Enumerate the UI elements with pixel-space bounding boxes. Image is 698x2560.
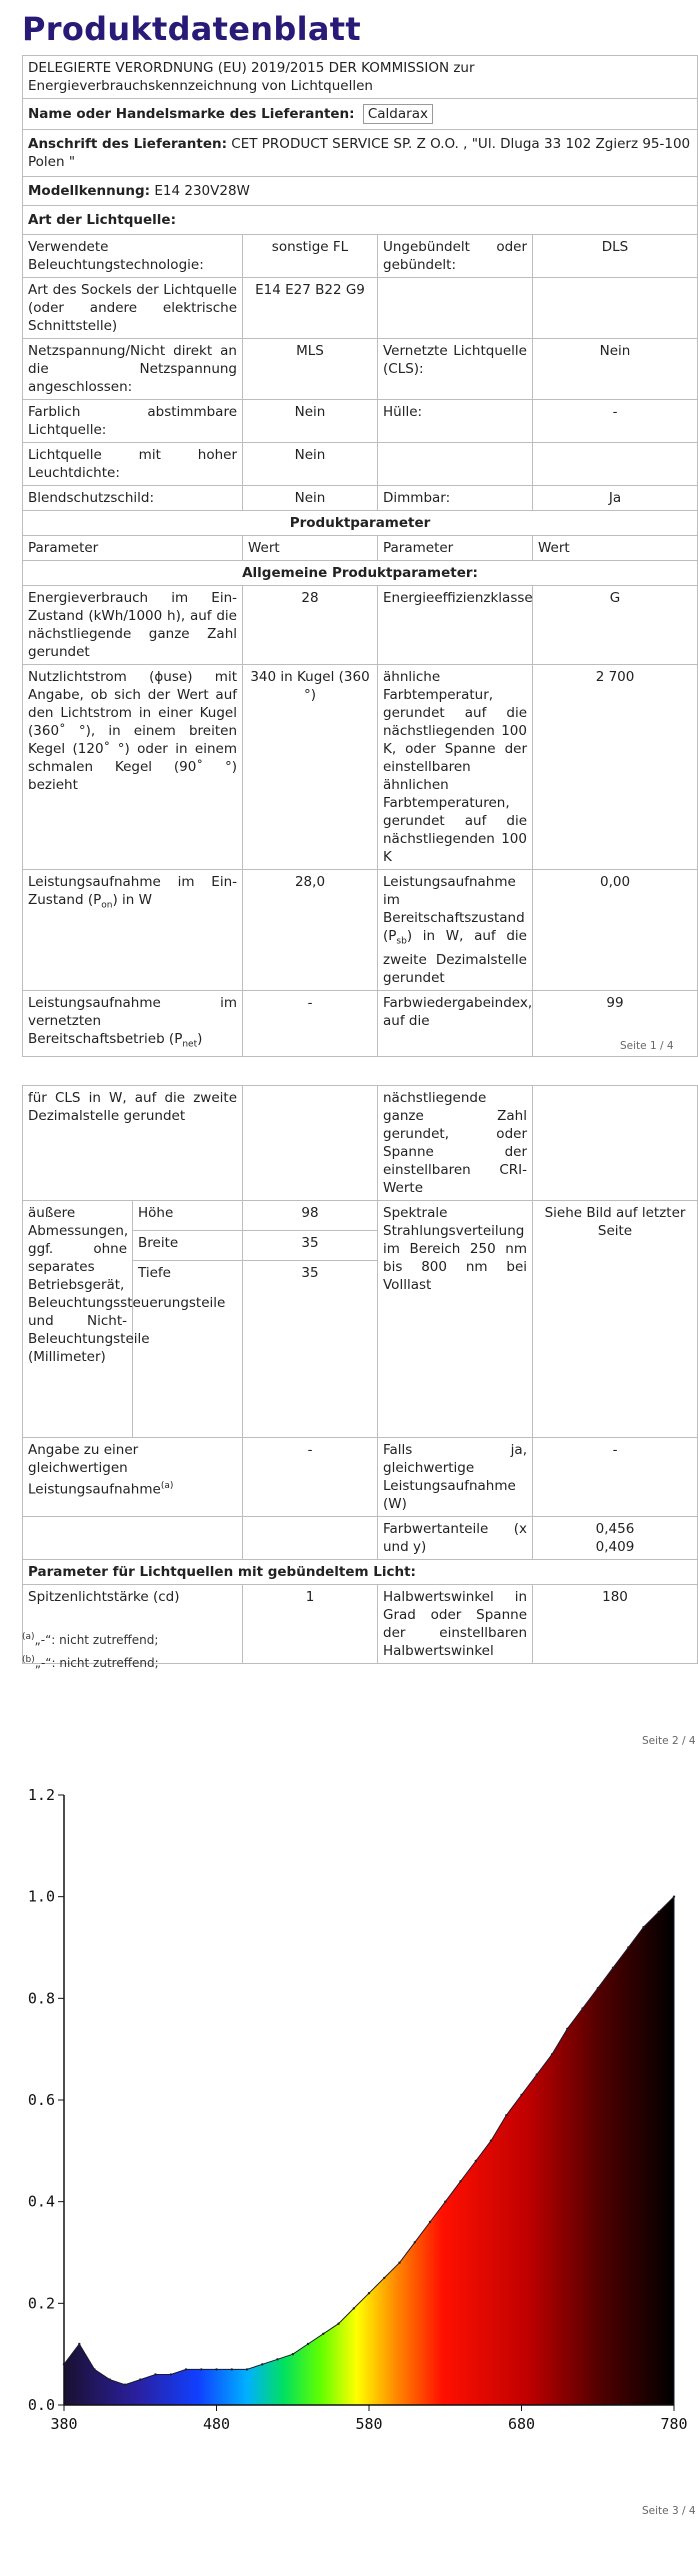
y-tick-label: 1.2 [27,1786,55,1804]
table-cell-value: - [533,400,698,443]
data-point [353,2307,355,2309]
regulation-text: DELEGIERTE VERORDNUNG (EU) 2019/2015 DER KOMMISSION zur Energieverbrauchskennzeichnung von Lichtquellen [23,56,698,99]
data-point [292,2353,294,2355]
table-cell-value: Nein [243,443,378,486]
supplier-address-value: CET PRODUCT SERVICE SP. Z O.O. , "Ul. Dluga 33 102 Zgierz 95-100 Polen " [28,136,691,170]
data-point [322,2333,324,2335]
data-point [337,2323,339,2325]
table-cell-value: 99 [533,990,698,1057]
table-cell-label: Nutzlichtstrom (ϕuse) mit Angabe, ob sich der Wert auf den Lichtstrom in einer Kugel (360˚ °), in einem breiten Kegel (120˚ °) oder in einem schmalen Kegel (90˚ °) bezieht [23,665,243,870]
data-point [109,2378,111,2380]
table-cell-label: Lichtquelle mit hoher Leuchtdichte: [23,443,243,486]
data-point [154,2373,156,2375]
pon-sub: on [101,900,113,911]
data-point [475,2160,477,2162]
table-cell-label: Ungebündelt oder gebündelt: [378,235,533,278]
footnote [22,1632,158,1647]
chroma-x: 0,456 [595,1521,635,1537]
directional-heading: Parameter für Lichtquellen mit gebündeltem Licht: [23,1560,698,1585]
data-point [414,2241,416,2243]
page-number: Seite 1 / 4 [620,1040,674,1052]
spectral-label: Spektrale Strahlungsverteilung im Bereich 250 nm bis 800 nm bei Volllast [378,1201,533,1438]
spectrum-chart-frame [14,1770,688,2470]
model-row [23,177,698,206]
product-datasheet-page2 [22,1085,698,1664]
table-cell-value: 28,0 [243,870,378,991]
table-cell-label: Spitzenlichtstärke (cd) [23,1585,243,1664]
data-point [566,2028,568,2030]
y-tick-label: 1.0 [27,1887,55,1906]
data-point [124,2384,126,2386]
model-value: E14 230V28W [154,183,250,199]
table-cell-value: E14 E27 B22 G9 [243,278,378,339]
table-cell-label [23,1438,243,1517]
data-point [231,2368,233,2370]
data-point [93,2368,95,2370]
table-cell-value [533,443,698,486]
height-value: 98 [243,1201,378,1231]
data-point [520,2094,522,2096]
psb-label-a: Leistungsaufnahme im Bereitschaftszustand (P [383,874,525,944]
y-tick-label: 0.4 [27,2192,55,2211]
footnote-mark: (b) [22,1655,35,1665]
footnote-mark: (a) [22,1632,35,1642]
data-point [642,1926,644,1928]
y-tick-label: 0.6 [27,2091,55,2109]
product-params-heading: Produktparameter [23,511,698,536]
table-cell-label: Blendschutzschild: [23,486,243,511]
footnote-text: „-“: nicht zutreffend; [34,1656,159,1670]
table-cell-value: 0,00 [533,870,698,991]
pon-label-b: ) in W [112,892,152,908]
table-cell-value: 2 700 [533,665,698,870]
width-value: 35 [243,1231,378,1261]
table-cell-value [533,1086,698,1201]
table-cell-value [243,1517,378,1560]
table-cell-value: 340 in Kugel (360 °) [243,665,378,870]
table-cell-value: - [243,1438,378,1517]
data-point [429,2221,431,2223]
width-label: Breite [133,1231,243,1261]
dimensions-label: äußere Abmessungen, ggf. ohne separates Betriebsgerät, Beleuchtungssteuerungsteile und Nicht-Beleuchtungsteile (Millimeter) [23,1201,133,1438]
table-cell-label: nächstliegende ganze Zahl gerundet, oder Spanne der einstellbaren CRI-Werte [378,1086,533,1201]
data-point [170,2373,172,2375]
product-datasheet-page1 [22,55,698,1057]
table-cell-label: Art des Sockels der Lichtquelle (oder andere elektrische Schnittstelle) [23,278,243,339]
table-cell-label: Verwendete Beleuchtungstechnologie: [23,235,243,278]
table-cell-value: - [533,1438,698,1517]
data-point [78,2343,80,2345]
column-header: Parameter [378,536,533,561]
data-point [673,1896,675,1898]
x-tick-label: 780 [660,2415,688,2433]
table-cell-value: Nein [533,339,698,400]
psb-label-b: ) in W, auf die zweite Dezimalstelle gerundet [383,928,527,986]
depth-label: Tiefe [133,1261,243,1438]
model-label: Modellkennung: [28,183,151,199]
page-title: Produktdatenblatt [22,10,361,48]
table-cell-label [378,870,533,991]
data-point [490,2140,492,2142]
supplier-name-label: Name oder Handelsmarke des Lieferanten: [28,106,355,122]
column-header: Wert [533,536,698,561]
data-point [536,2073,538,2075]
table-cell-value: Ja [533,486,698,511]
data-point [139,2378,141,2380]
pnet-label-b: ) [197,1030,203,1047]
depth-value: 35 [243,1261,378,1438]
y-tick-label: 0.0 [27,2396,55,2414]
data-point [200,2368,202,2370]
height-label: Höhe [133,1201,243,1231]
data-point [307,2343,309,2345]
supplier-address-label: Anschrift des Lieferanten: [28,136,227,152]
column-header: Wert [243,536,378,561]
data-point [459,2180,461,2182]
page-number: Seite 2 / 4 [642,1735,696,1747]
data-point [444,2201,446,2203]
table-cell-label: Dimmbar: [378,486,533,511]
table-cell-label: Farbwiedergabeindex, auf die [378,990,533,1057]
table-cell-label: Falls ja, gleichwertige Leistungsaufnahme (W) [378,1438,533,1517]
table-cell-label: Netzspannung/Nicht direkt an die Netzspannung angeschlossen: [23,339,243,400]
supplier-name-value: Caldarax [363,104,433,124]
table-cell-value: 28 [243,586,378,665]
footnote-text: „-“: nicht zutreffend; [34,1633,159,1647]
psb-sub: sb [396,936,407,947]
table-cell-value: Nein [243,486,378,511]
table-cell-label [23,990,243,1057]
data-point [276,2358,278,2360]
table-cell-label: Energieeffizienzklasse [378,586,533,665]
table-cell-label: Hülle: [378,400,533,443]
pon-label-a: Leistungsaufnahme im Ein-Zustand (P [28,874,237,908]
table-cell-label: Energieverbrauch im Ein-Zustand (kWh/1000 h), auf die nächstliegende ganze Zahl gerundet [23,586,243,665]
table-cell-label: Farbwertanteile (x und y) [378,1517,533,1560]
spectrum-chart [14,1770,688,2470]
table-cell-label: für CLS in W, auf die zweite Dezimalstelle gerundet [23,1086,243,1201]
data-point [612,1967,614,1969]
data-point [246,2368,248,2370]
table-cell-value [533,1517,698,1560]
table-cell-value [243,1086,378,1201]
table-cell-value: 1 [243,1585,378,1664]
general-params-heading: Allgemeine Produktparameter: [23,561,698,586]
x-tick-label: 480 [202,2415,231,2433]
data-point [627,1946,629,1948]
data-point [581,2007,583,2009]
light-source-type-heading: Art der Lichtquelle: [23,206,698,235]
x-tick-label: 680 [507,2415,536,2433]
table-cell-label [378,278,533,339]
supplier-name-row [23,99,698,130]
table-cell-label: Farblich abstimmbare Lichtquelle: [23,400,243,443]
spectral-value: Siehe Bild auf letzter Seite [533,1201,698,1438]
chroma-y: 0,409 [595,1539,635,1555]
data-point [185,2368,187,2370]
table-cell-value: Nein [243,400,378,443]
x-tick-label: 580 [355,2415,383,2433]
y-tick-label: 0.8 [27,1989,55,2008]
table-cell-value: - [243,990,378,1057]
data-point [551,2053,553,2055]
data-point [261,2363,263,2365]
equiv-label: Angabe zu einer gleichwertigen Leistungsaufnahme [28,1442,161,1498]
table-cell-value [533,278,698,339]
table-cell-value: sonstige FL [243,235,378,278]
page-number: Seite 3 / 4 [642,2505,696,2517]
table-cell-label: Halbwertswinkel in Grad oder Spanne der einstellbaren Halbwertswinkel [378,1585,533,1664]
table-cell-label: Vernetzte Lichtquelle (CLS): [378,339,533,400]
table-cell-value: G [533,586,698,665]
supplier-address-row [23,130,698,177]
data-point [658,1911,660,1913]
data-point [215,2368,217,2370]
data-point [398,2262,400,2264]
table-cell-label [23,1517,243,1560]
pnet-label-a: Leistungsaufnahme im vernetzten Bereitschaftsbetrieb (P [28,994,237,1047]
table-cell-value: DLS [533,235,698,278]
x-tick-label: 380 [50,2415,78,2433]
column-header: Parameter [23,536,243,561]
table-cell-value: MLS [243,339,378,400]
pnet-sub: net [182,1039,198,1050]
equiv-footnote-mark: (a) [160,1481,174,1491]
table-cell-label: ähnliche Farbtemperatur, gerundet auf die nächstliegenden 100 K, oder Spanne der einstellbaren ähnlichen Farbtemperaturen, gerundet auf die nächstliegenden 100 K [378,665,533,870]
y-tick-label: 0.2 [27,2294,55,2313]
footnote [22,1655,159,1670]
spectrum-area [64,1897,674,2405]
data-point [383,2277,385,2279]
data-point [597,1987,599,1989]
data-point [368,2292,370,2294]
data-point [505,2114,507,2116]
table-cell-label [378,443,533,486]
table-cell-label [23,870,243,991]
table-cell-value: 180 [533,1585,698,1664]
